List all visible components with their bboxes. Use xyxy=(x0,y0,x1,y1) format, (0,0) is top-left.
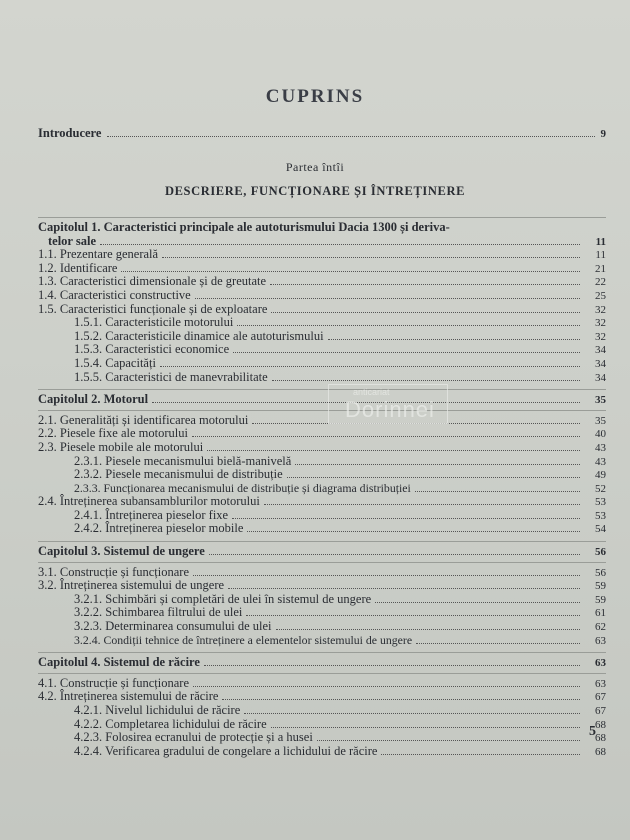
entry-page: 34 xyxy=(595,357,606,370)
toc-subentry xyxy=(38,634,606,648)
entry-page: 49 xyxy=(595,469,606,482)
leader-dots xyxy=(207,450,580,451)
entry-page: 56 xyxy=(595,566,606,579)
entry-label: 4.2.3. Folosirea ecranului de protecție și a husei xyxy=(74,730,313,745)
entry-label: 1.2. Identificare xyxy=(38,260,118,275)
toc-entry xyxy=(38,495,606,509)
entry-page: 32 xyxy=(595,330,606,343)
chapter-divider xyxy=(38,652,606,653)
toc-entry xyxy=(38,275,606,289)
entry-label: 3.2.2. Schimbarea filtrului de ulei xyxy=(74,605,243,620)
leader-dots xyxy=(381,754,580,755)
toc-entry xyxy=(38,566,606,580)
entry-page: 32 xyxy=(595,303,606,316)
toc-subentry xyxy=(38,522,606,536)
toc-entry xyxy=(38,677,606,691)
toc-subentry xyxy=(38,343,606,357)
chapter-page: 11 xyxy=(595,235,606,248)
entry-page: 67 xyxy=(595,691,606,704)
entry-page: 54 xyxy=(595,523,606,536)
toc-subentry xyxy=(38,316,606,330)
chapter-title-line2: telor sale xyxy=(48,233,97,248)
entry-label: 1.1. Prezentare generală xyxy=(38,247,159,262)
leader-dots xyxy=(107,136,594,137)
leader-dots xyxy=(271,727,580,728)
chapter-title: Capitolul 3. Sistemul de ungere xyxy=(38,544,205,559)
toc-subentry xyxy=(38,468,606,482)
entry-label: 3.2.1. Schimbări și completări de ulei în sistemul de ungere xyxy=(74,591,372,606)
entry-label: 1.4. Caracteristici constructive xyxy=(38,287,191,302)
leader-dots xyxy=(160,366,580,367)
chapter-title: Capitolul 4. Sistemul de răcire xyxy=(38,655,200,670)
leader-dots xyxy=(232,518,580,519)
page-number: 5 xyxy=(589,724,596,739)
entry-page: 62 xyxy=(595,621,606,634)
entry-page: 21 xyxy=(595,262,606,275)
entry-page: 43 xyxy=(595,455,606,468)
toc-entry xyxy=(38,690,606,704)
entry-label: 2.4.1. Întreținerea pieselor fixe xyxy=(74,507,229,522)
toc-subentry xyxy=(38,455,606,469)
entry-page: 35 xyxy=(595,414,606,427)
entry-label: 3.2.3. Determinarea consumului de ulei xyxy=(74,619,272,634)
watermark-small-text: anticariat xyxy=(353,387,390,397)
entry-label: 2.1. Generalități și identificarea motorului xyxy=(38,412,249,427)
entry-page: 61 xyxy=(595,607,606,620)
entry-label: 2.4. Întreținerea subansamblurilor motorului xyxy=(38,494,260,509)
leader-dots xyxy=(121,271,580,272)
entry-label: 3.2.4. Condiții tehnice de întreținere a elementelor sistemului de ungere xyxy=(74,632,413,647)
leader-dots xyxy=(295,464,580,465)
leader-dots xyxy=(244,713,580,714)
entry-page: 63 xyxy=(595,677,606,690)
chapter-divider xyxy=(38,389,606,390)
toc-entry xyxy=(38,289,606,303)
entry-page: 59 xyxy=(595,580,606,593)
leader-dots xyxy=(375,602,580,603)
entry-page: 68 xyxy=(595,732,606,745)
chapter-title-line1: Capitolul 1. Caracteristici principale ale autoturismului Dacia 1300 și deriva- xyxy=(38,220,450,234)
leader-dots xyxy=(246,615,580,616)
entry-page: 34 xyxy=(595,371,606,384)
entry-label: 2.3.2. Piesele mecanismului de distribuție xyxy=(74,467,283,482)
entry-page: 53 xyxy=(595,496,606,509)
chapter-divider xyxy=(38,217,606,218)
leader-dots xyxy=(276,629,580,630)
entry-page: 67 xyxy=(595,705,606,717)
entry-label: 3.2. Întreținerea sistemului de ungere xyxy=(38,578,225,593)
entry-page: 63 xyxy=(595,634,606,647)
toc-subentry xyxy=(38,620,606,634)
part-title: DESCRIERE, FUNCȚIONARE ȘI ÎNTREȚINERE xyxy=(164,184,466,198)
entry-label: 4.1. Construcție și funcționare xyxy=(38,675,190,690)
leader-dots xyxy=(192,436,580,437)
toc-subentry xyxy=(38,330,606,344)
chapter-divider xyxy=(38,562,606,563)
leader-dots xyxy=(264,504,580,505)
leader-dots xyxy=(270,284,580,285)
leader-dots xyxy=(209,554,580,555)
leader-dots xyxy=(272,380,580,381)
leader-dots xyxy=(228,588,580,589)
entry-page: 52 xyxy=(595,482,606,495)
leader-dots xyxy=(415,491,580,492)
toc-subentry xyxy=(38,371,606,385)
chapter-page: 63 xyxy=(595,657,606,670)
toc-subentry xyxy=(38,357,606,371)
entry-label: 4.2. Întreținerea sistemului de răcire xyxy=(38,689,219,704)
entry-label: 3.1. Construcție și funcționare xyxy=(38,564,190,579)
entry-page: 22 xyxy=(595,276,606,289)
entry-page: 53 xyxy=(595,509,606,522)
toc-entry xyxy=(38,427,606,441)
leader-dots xyxy=(271,312,580,313)
toc-subentry xyxy=(38,509,606,523)
toc-entry xyxy=(38,248,606,262)
chapter-divider xyxy=(38,541,606,542)
toc-subentry xyxy=(38,593,606,607)
toc-subentry xyxy=(38,718,606,732)
entry-label: 1.5. Caracteristici funcționale și de exploatare xyxy=(38,301,268,316)
chapter-page: 56 xyxy=(595,546,606,559)
table-of-contents xyxy=(38,212,606,758)
entry-label: 1.3. Caracteristici dimensionale și de greutate xyxy=(38,274,267,289)
entry-label: 2.4.2. Întreținerea pieselor mobile xyxy=(74,521,244,536)
toc-subentry xyxy=(38,482,606,496)
entry-page: 32 xyxy=(595,317,606,330)
entry-page: 40 xyxy=(595,428,606,441)
toc-subentry xyxy=(38,745,606,759)
chapter-heading xyxy=(38,545,606,559)
toc-entry xyxy=(38,414,606,428)
chapter-heading xyxy=(38,393,606,407)
entry-label: 1.5.5. Caracteristici de manevrabilitate xyxy=(74,369,268,384)
chapter-title: Capitolul 2. Motorul xyxy=(38,392,149,407)
leader-dots xyxy=(193,575,580,576)
leader-dots xyxy=(195,298,580,299)
toc-entry xyxy=(38,579,606,593)
leader-dots xyxy=(100,244,580,245)
leader-dots xyxy=(416,643,580,644)
leader-dots xyxy=(162,257,580,258)
leader-dots xyxy=(222,699,580,700)
entry-label: 2.3. Piesele mobile ale motorului xyxy=(38,439,204,454)
chapter-page: 35 xyxy=(595,394,606,407)
intro-label: Introducere xyxy=(38,126,102,140)
leader-dots xyxy=(247,531,580,532)
entry-label: 1.5.2. Caracteristicile dinamice ale autoturismului xyxy=(74,328,324,343)
toc-subentry xyxy=(38,704,606,718)
entry-page: 25 xyxy=(595,289,606,302)
watermark-logo xyxy=(328,384,448,424)
leader-dots xyxy=(237,325,580,326)
leader-dots xyxy=(204,665,580,666)
entry-label: 4.2.1. Nivelul lichidului de răcire xyxy=(74,703,241,717)
entry-page: 43 xyxy=(595,441,606,454)
entry-page: 68 xyxy=(595,745,606,758)
toc-intro-row xyxy=(38,126,606,141)
toc-entry xyxy=(38,303,606,317)
toc-entry xyxy=(38,441,606,455)
entry-label: 1.5.4. Capacități xyxy=(74,355,156,370)
entry-label: 2.2. Piesele fixe ale motorului xyxy=(38,426,188,441)
entry-label: 1.5.3. Caracteristici economice xyxy=(74,342,230,357)
leader-dots xyxy=(233,352,580,353)
toc-subentry xyxy=(38,731,606,745)
entry-label: 1.5.1. Caracteristicile motorului xyxy=(74,315,234,330)
entry-label: 2.3.3. Funcționarea mecanismului de distribuție și diagrama distribuției xyxy=(74,480,411,495)
entry-label: 4.2.2. Completarea lichidului de răcire xyxy=(74,716,267,731)
leader-dots xyxy=(328,339,580,340)
page-title: CUPRINS xyxy=(265,86,365,107)
entry-label: 4.2.4. Verificarea gradului de congelare a lichidului de răcire xyxy=(74,743,378,758)
toc-entry xyxy=(38,262,606,276)
intro-page: 9 xyxy=(600,128,606,140)
part-label: Partea întîi xyxy=(285,160,345,174)
leader-dots xyxy=(193,686,580,687)
chapter-heading xyxy=(38,221,606,235)
chapter-heading-cont xyxy=(38,235,606,249)
entry-page: 68 xyxy=(595,718,606,731)
entry-page: 59 xyxy=(595,593,606,606)
entry-label: 2.3.1. Piesele mecanismului bielă-manivelă xyxy=(74,453,292,468)
entry-page: 34 xyxy=(595,344,606,357)
entry-page: 11 xyxy=(595,249,606,262)
chapter-divider xyxy=(38,673,606,674)
chapter-heading xyxy=(38,656,606,670)
watermark-big-text: Dorinnei xyxy=(345,397,435,422)
chapter-divider xyxy=(38,410,606,411)
toc-subentry xyxy=(38,606,606,620)
leader-dots xyxy=(317,740,580,741)
leader-dots xyxy=(287,477,580,478)
